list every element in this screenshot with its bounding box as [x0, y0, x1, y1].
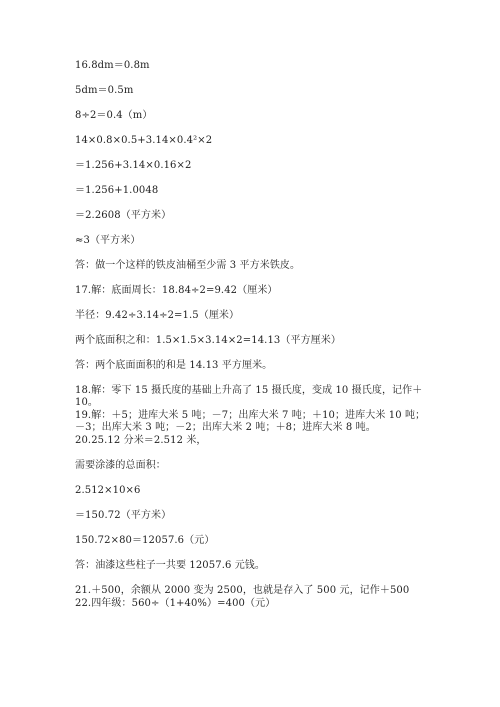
problem-17-area-sum: 两个底面积之和：1.5×1.5×3.14×2=14.13（平方厘米） [75, 335, 341, 346]
text-line-7: ＝2.2608（平方米） [75, 210, 172, 221]
text-line-5: ＝1.256+3.14×0.16×2 [75, 160, 192, 171]
text-line-2: 5dm＝0.5m [75, 85, 134, 96]
text-line-6: ＝1.256+1.0048 [75, 185, 159, 196]
problem-22: 22.四年级：560÷（1+40%）=400（元） [75, 598, 276, 609]
problem-17-radius: 半径：9.42÷3.14÷2=1.5（厘米） [75, 310, 240, 321]
problem-20-cost: 150.72×80＝12057.6（元） [75, 535, 215, 546]
problem-17-circumference: 17.解：底面周长：18.84÷2=9.42（厘米） [75, 285, 278, 296]
answer-20: 答：油漆这些柱子一共要 12057.6 元钱。 [75, 560, 266, 571]
text-line-8: ≈3（平方米） [75, 235, 141, 246]
text-line-4: 14×0.8×0.5+3.14×0.4²×2 [75, 135, 213, 146]
answer-17: 答：两个底面面积的和是 14.13 平方厘米。 [75, 360, 273, 371]
text-line-1: 16.8dm＝0.8m [75, 60, 150, 71]
problem-20-area-expr: 2.512×10×6 [75, 485, 141, 496]
problem-18: 18.解：零下 15 摄氏度的基础上升高了 15 摄氏度，变成 10 摄氏度，记作＋10。 [75, 385, 423, 408]
problem-21: 21.＋500，余额从 2000 变为 2500，也就是存入了 500 元，记作＋500 [75, 585, 410, 596]
answer-16: 答：做一个这样的铁皮油桶至少需 3 平方米铁皮。 [75, 260, 301, 271]
problem-20-area-result: ＝150.72（平方米） [75, 510, 172, 521]
problem-20-area-label: 需要涂漆的总面积： [75, 460, 166, 471]
problem-20-conversion: 20.25.12 分米＝2.512 米， [75, 435, 207, 446]
problem-19: 19.解：＋5；进库大米 5 吨；－7；出库大米 7 吨；＋10；进库大米 10 吨；－3；出库大米 3 吨；－2；出库大米 2 吨；＋8；进库大米 8 吨。 [75, 410, 426, 433]
text-line-3: 8÷2＝0.4（m） [75, 110, 153, 121]
